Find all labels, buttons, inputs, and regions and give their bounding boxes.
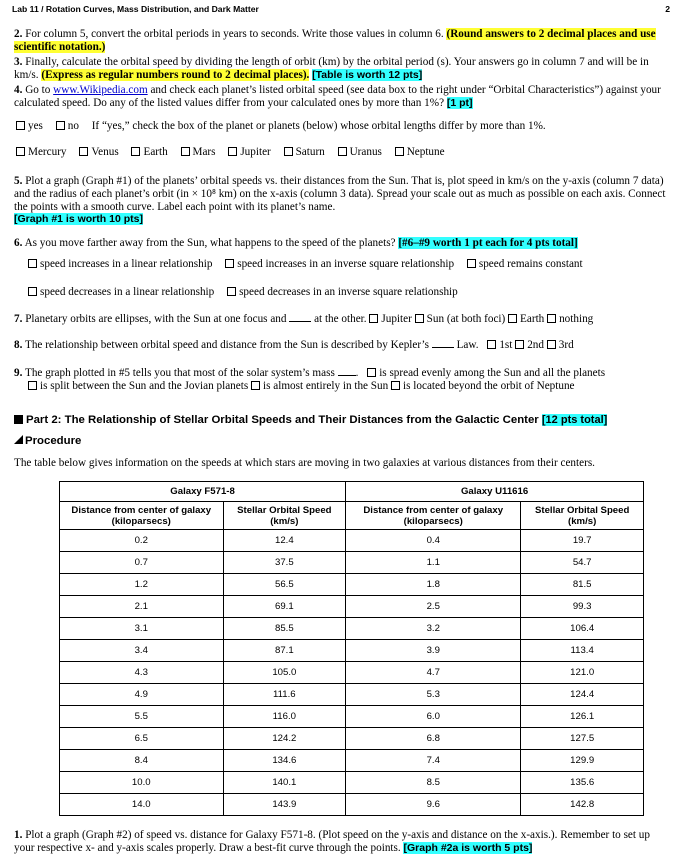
table-cell: 135.6 (521, 772, 644, 794)
q9-opt-label: is spread evenly among the Sun and all the planets (379, 367, 606, 379)
table-row (60, 750, 644, 772)
q7-number: 7. (14, 313, 23, 325)
q7-opt-label: Earth (520, 313, 545, 325)
q9-opt-checkbox[interactable] (367, 368, 376, 377)
table-cell: 0.2 (60, 530, 224, 552)
mars-checkbox[interactable] (181, 147, 190, 156)
q8-pre: The relationship between orbital speed and distance from the Sun is described by Kepler’s (25, 339, 429, 351)
table-cell: 6.8 (346, 728, 521, 750)
q7-opt-label: Sun (at both foci) (426, 313, 506, 325)
table-cell: 140.1 (223, 772, 346, 794)
table-cell: 126.1 (521, 706, 644, 728)
table-cell: 124.4 (521, 684, 644, 706)
table-cell: 113.4 (521, 640, 644, 662)
q6-opt-label: speed increases in a linear relationship (40, 258, 213, 270)
q5-number: 5. (14, 175, 23, 187)
part2-title: Part 2: The Relationship of Stellar Orbital Speeds and Their Distances from the Galactic Center (26, 414, 539, 426)
table-cell: 87.1 (223, 640, 346, 662)
table-cell: 8.4 (60, 750, 224, 772)
table-cell: 4.3 (60, 662, 224, 684)
q9-opt-label: is almost entirely in the Sun (262, 379, 389, 392)
table-cell: 3.2 (346, 618, 521, 640)
q4-number: 4. (14, 84, 23, 96)
table-cell: 0.7 (60, 552, 224, 574)
table-cell: 127.5 (521, 728, 644, 750)
q9-opt-checkbox[interactable] (251, 381, 260, 390)
table-row (60, 794, 644, 816)
question-9: 9. The graph plotted in #5 tells you that most of the solar system’s mass . is spread evenly among the Sun and all the planets is split between the Sun and the Jovian planets is almost entirely in the Sun is located beyond the orbit of Neptune (14, 367, 606, 392)
table-cell: 116.0 (223, 706, 346, 728)
q5-points: [Graph #1 is worth 10 pts] (14, 213, 143, 226)
table-row (60, 728, 644, 750)
q3-points: [Table is worth 12 pts] (312, 68, 423, 81)
table-row (60, 706, 644, 728)
column-header: Stellar Orbital Speed (km/s) (223, 502, 346, 530)
q8-number: 8. (14, 339, 23, 351)
q3-highlight: (Express as regular numbers round to 2 decimal places). (41, 68, 310, 81)
q6-number: 6. (14, 237, 23, 249)
table-cell: 5.3 (346, 684, 521, 706)
table-cell: 85.5 (223, 618, 346, 640)
table-cell: 121.0 (521, 662, 644, 684)
no-checkbox[interactable] (56, 121, 65, 130)
q8-blank[interactable] (432, 347, 454, 348)
table-cell: 142.8 (521, 794, 644, 816)
q7-opt-checkbox[interactable] (369, 314, 378, 323)
table-cell: 2.5 (346, 596, 521, 618)
table-cell: 1.8 (346, 574, 521, 596)
table-cell: 5.5 (60, 706, 224, 728)
page-header (12, 4, 670, 18)
q6-opt-checkbox[interactable] (227, 287, 236, 296)
procedure-heading (14, 435, 81, 447)
q7-post: at the other. (314, 313, 367, 325)
table-cell: 8.5 (346, 772, 521, 794)
column-header: Stellar Orbital Speed (km/s) (521, 502, 644, 530)
question-7 (14, 313, 666, 326)
q7-opt-label: Jupiter (381, 313, 412, 325)
table-cell: 3.1 (60, 618, 224, 640)
table-cell: 3.4 (60, 640, 224, 662)
q3-number: 3. (14, 56, 23, 68)
table-row (60, 574, 644, 596)
planet-label: Mercury (28, 146, 67, 158)
table-cell: 129.9 (521, 750, 644, 772)
q6-opt-checkbox[interactable] (28, 287, 37, 296)
table-row (60, 552, 644, 574)
q9-opt-label: is located beyond the orbit of Neptune (403, 379, 575, 392)
table-cell: 6.5 (60, 728, 224, 750)
question-2 (14, 28, 666, 54)
table-cell: 0.4 (346, 530, 521, 552)
table-row (60, 618, 644, 640)
table-intro: The table below gives information on the speeds at which stars are moving in two galaxies at various distances from their centers. (14, 457, 595, 469)
q9-opt-label: is split between the Sun and the Jovian planets (40, 379, 249, 392)
triangle-bullet-icon (14, 435, 23, 444)
jupiter-checkbox[interactable] (228, 147, 237, 156)
question-8 (14, 339, 666, 352)
header-title: Lab 11 / Rotation Curves, Mass Distribution, and Dark Matter (12, 4, 259, 14)
planet-label: Mars (192, 146, 216, 158)
table-row (60, 684, 644, 706)
table-cell: 81.5 (521, 574, 644, 596)
question-5 (14, 175, 666, 226)
q2-text: For column 5, convert the orbital periods in years to seconds. Write those values in column 6. (25, 28, 444, 40)
q5-text: Plot a graph (Graph #1) of the planets’ orbital speeds vs. their distances from the Sun. That is, plot speed in km/s on the y-axis (column 7 data) and the radius of each planet’s orbit (in × 10⁸ km) on the x-axis (column 3 data). Spread your scale out as much as possible on each axis. Connect the points with a smooth curve. Label each point with its planet’s name. (14, 175, 666, 213)
table-cell: 99.3 (521, 596, 644, 618)
venus-checkbox[interactable] (79, 147, 88, 156)
galaxy-speed-table (59, 481, 644, 816)
saturn-checkbox[interactable] (284, 147, 293, 156)
q2-number: 2. (14, 28, 23, 40)
q6-opt-checkbox[interactable] (467, 259, 476, 268)
p2q1-points: [Graph #2a is worth 5 pts] (403, 841, 533, 854)
q9-opt-checkbox[interactable] (28, 381, 37, 390)
table-cell: 124.2 (223, 728, 346, 750)
q6-opt-checkbox[interactable] (28, 259, 37, 268)
q6-opt-label: speed decreases in a linear relationship (40, 286, 215, 298)
table-cell: 1.2 (60, 574, 224, 596)
part2-question-1 (14, 829, 666, 855)
q3-text: Finally, calculate the orbital speed by dividing the length of orbit (km) by the orbital period (s). Your answers go in column 7 and will be in km/s. (14, 56, 649, 81)
table-cell: 2.1 (60, 596, 224, 618)
table-row (60, 530, 644, 552)
q8-post: Law. (456, 339, 479, 351)
neptune-checkbox[interactable] (395, 147, 404, 156)
planet-label: Neptune (406, 146, 445, 158)
galaxy-1-header: Galaxy F571-8 (60, 482, 346, 502)
table-cell: 19.7 (521, 530, 644, 552)
table-cell: 6.0 (346, 706, 521, 728)
table-cell: 3.9 (346, 640, 521, 662)
table-row (60, 596, 644, 618)
q9-number: 9. (14, 367, 23, 379)
table-cell: 106.4 (521, 618, 644, 640)
q6-text: As you move farther away from the Sun, what happens to the speed of the planets? (24, 237, 396, 249)
q6-opt-label: speed remains constant (478, 258, 583, 270)
q4-pre: Go to (25, 84, 51, 96)
planet-label: Earth (143, 146, 168, 158)
yes-label: yes (28, 120, 43, 132)
wikipedia-link[interactable]: www.Wikipedia.com (53, 84, 148, 96)
q9-pre: The graph plotted in #5 tells you that most of the solar system’s mass (25, 367, 335, 379)
q8-opt-label: 2nd (527, 339, 544, 351)
q6-opt-checkbox[interactable] (225, 259, 234, 268)
yes-no-row (16, 120, 668, 133)
q7-opt-checkbox[interactable] (415, 314, 424, 323)
yes-instructions: If “yes,” check the box of the planet or planets (below) whose orbital lengths differ by more than 1%. (91, 120, 546, 132)
q7-opt-label: nothing (559, 313, 594, 325)
table-row (60, 662, 644, 684)
table-cell: 9.6 (346, 794, 521, 816)
planet-label: Saturn (295, 146, 325, 158)
table-cell: 111.6 (223, 684, 346, 706)
q4-points: [1 pt] (446, 96, 473, 109)
q8-opt-checkbox[interactable] (547, 340, 556, 349)
page-number: 2 (665, 4, 670, 14)
table-cell: 7.4 (346, 750, 521, 772)
q8-opt-checkbox[interactable] (487, 340, 496, 349)
no-label: no (67, 120, 79, 132)
planet-label: Venus (91, 146, 119, 158)
table-cell: 134.6 (223, 750, 346, 772)
q8-opt-label: 3rd (558, 339, 574, 351)
table-row (60, 772, 644, 794)
mercury-checkbox[interactable] (16, 147, 25, 156)
q6-options-row-1 (28, 258, 668, 271)
earth-checkbox[interactable] (131, 147, 140, 156)
q7-opt-checkbox[interactable] (508, 314, 517, 323)
p2q1-text: Plot a graph (Graph #2) of speed vs. distance for Galaxy F571-8. (Plot speed on the y-axis and distance on the x-axis.). Remember to set up your respective x- and y-axis scales properly. Draw a best-fit curve through the points. (14, 829, 650, 854)
planet-label: Jupiter (240, 146, 271, 158)
q8-opt-checkbox[interactable] (515, 340, 524, 349)
q9-opt-checkbox[interactable] (391, 381, 400, 390)
table-cell: 56.5 (223, 574, 346, 596)
q4-text: and check each planet’s listed orbital speed (see data box to the right under “Orbital Characteristics”) against your calculated speed. Do any of the listed values differ from your calculated ones by more than 1%? (14, 84, 661, 109)
table-cell: 10.0 (60, 772, 224, 794)
table-cell: 12.4 (223, 530, 346, 552)
q6-points: [#6–#9 worth 1 pt each for 4 pts total] (398, 237, 578, 249)
part2-points: [12 pts total] (541, 414, 608, 426)
table-cell: 54.7 (521, 552, 644, 574)
q8-opt-label: 1st (499, 339, 513, 351)
part2-heading (14, 414, 607, 426)
table-cell: 4.9 (60, 684, 224, 706)
q7-opt-checkbox[interactable] (547, 314, 556, 323)
question-4 (14, 84, 666, 110)
q2-highlight: (Round answers to 2 decimal places and use scientific notation.) (14, 28, 656, 53)
table-row (60, 640, 644, 662)
yes-checkbox[interactable] (16, 121, 25, 130)
table-cell: 105.0 (223, 662, 346, 684)
table-cell: 4.7 (346, 662, 521, 684)
q6-opt-label: speed increases in an inverse square relationship (237, 258, 455, 270)
question-6 (14, 237, 666, 250)
table-cell: 37.5 (223, 552, 346, 574)
planet-label: Uranus (349, 146, 382, 158)
q7-pre: Planetary orbits are ellipses, with the Sun at one focus and (25, 313, 287, 325)
column-header: Distance from center of galaxy (kiloparsecs) (60, 502, 224, 530)
table-cell: 69.1 (223, 596, 346, 618)
q9-blank[interactable] (338, 375, 356, 376)
q6-options-row-2 (28, 286, 668, 299)
galaxy-2-header: Galaxy U11616 (346, 482, 644, 502)
q7-blank[interactable] (289, 321, 311, 322)
table-cell: 1.1 (346, 552, 521, 574)
uranus-checkbox[interactable] (338, 147, 347, 156)
square-bullet-icon (14, 415, 23, 424)
q6-opt-label: speed decreases in an inverse square relationship (239, 286, 458, 298)
table-cell: 143.9 (223, 794, 346, 816)
question-3 (14, 56, 666, 82)
procedure-label: Procedure (25, 435, 82, 447)
table-cell: 14.0 (60, 794, 224, 816)
planet-checkbox-row (16, 146, 668, 159)
column-header: Distance from center of galaxy (kiloparsecs) (346, 502, 521, 530)
p2q1-number: 1. (14, 829, 23, 841)
